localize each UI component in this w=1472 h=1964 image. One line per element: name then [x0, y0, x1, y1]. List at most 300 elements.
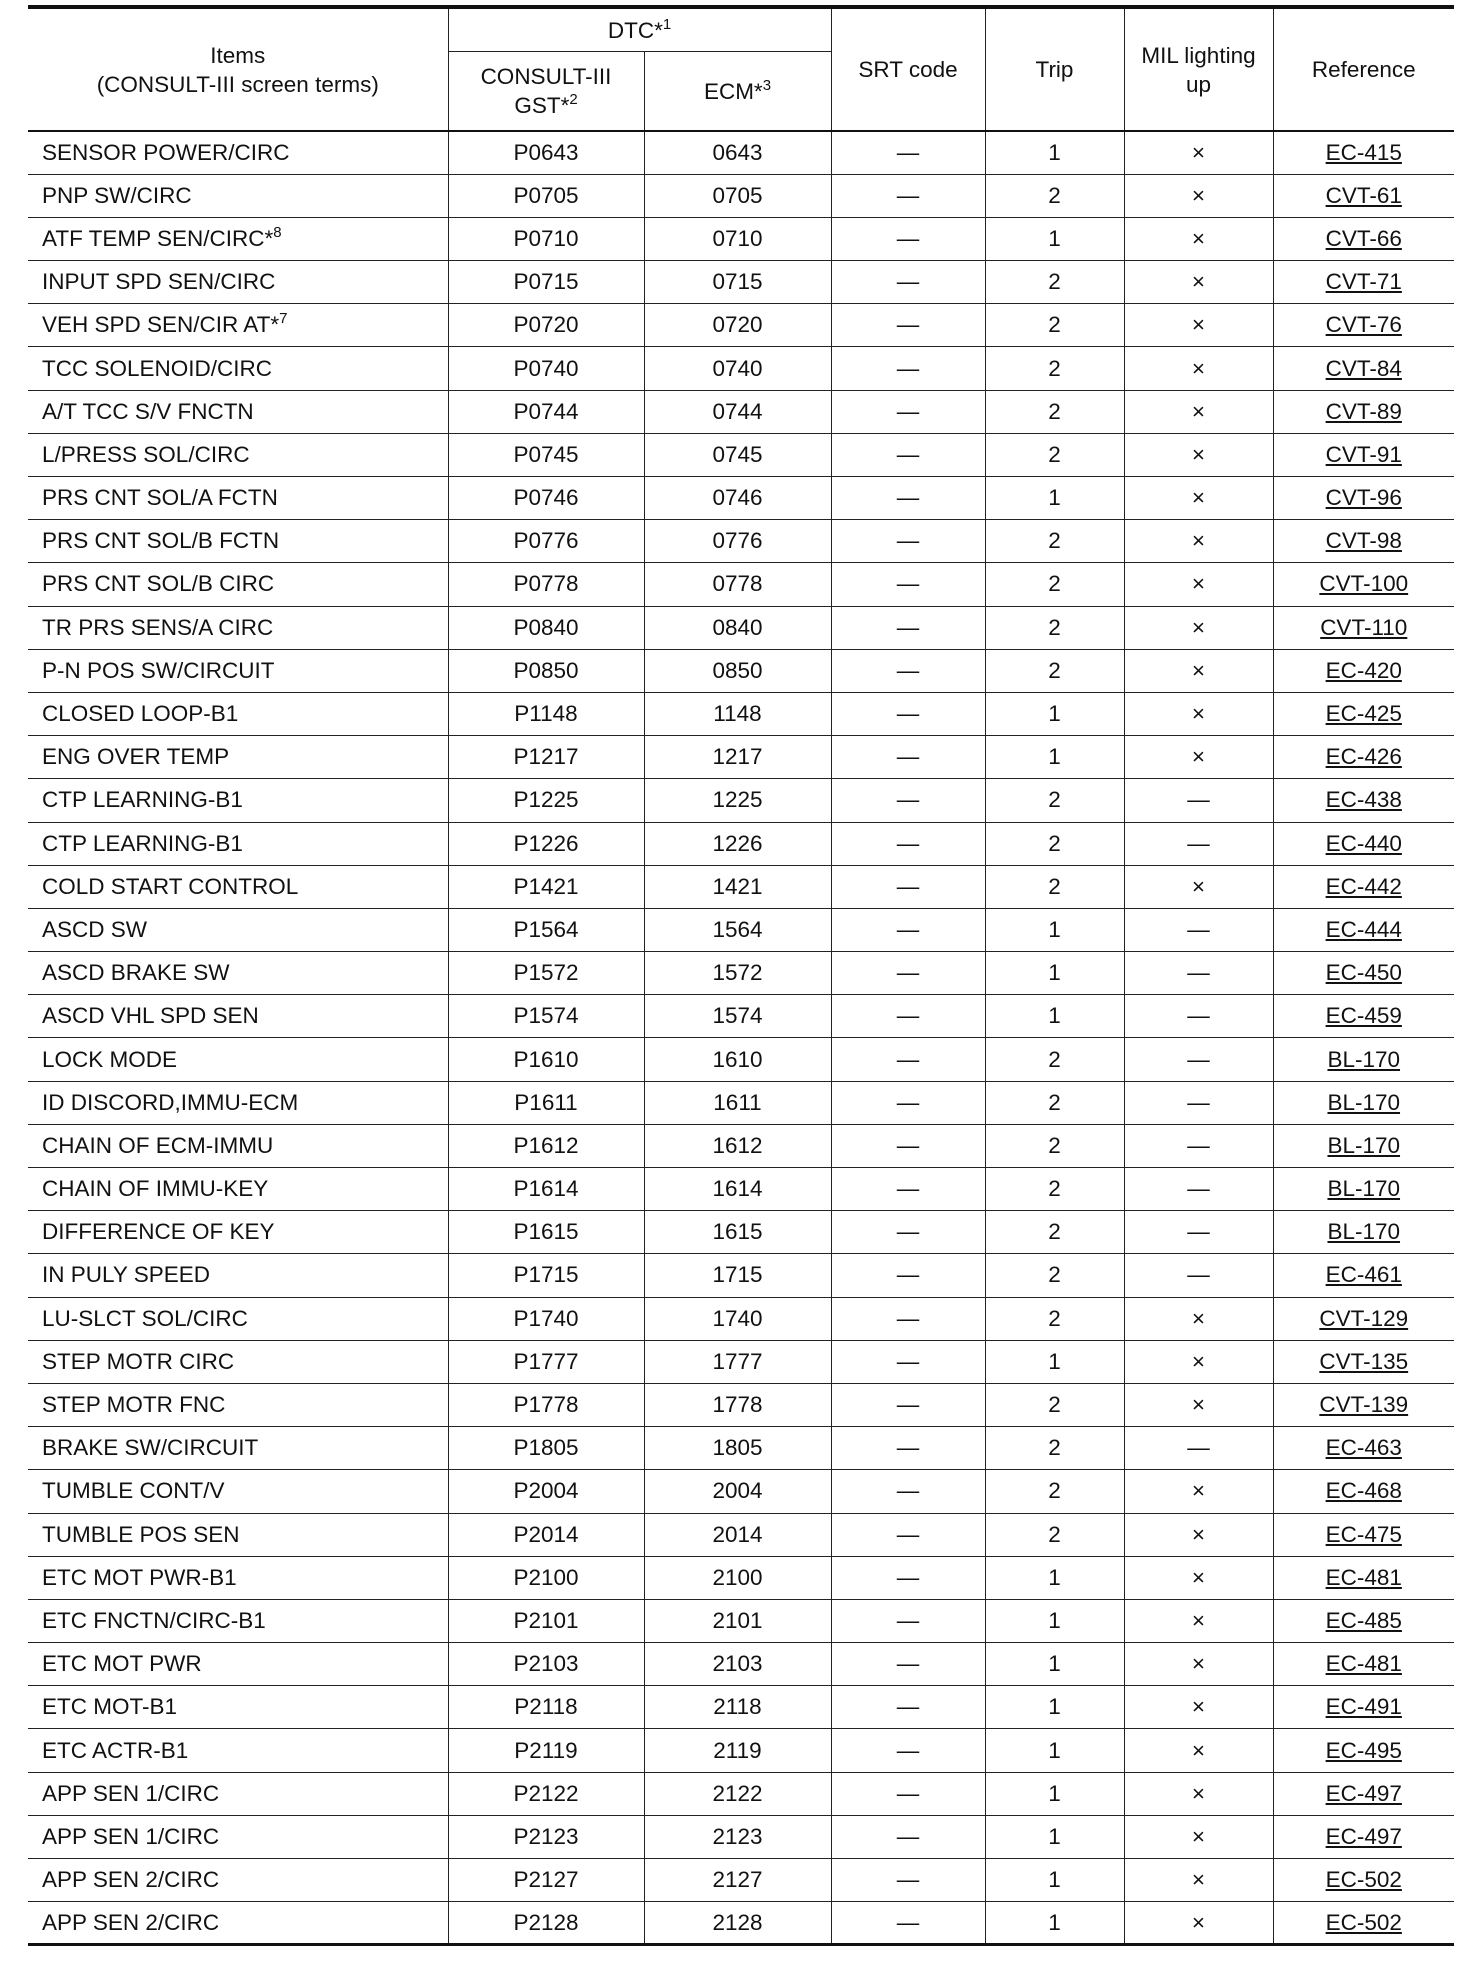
header-mil — [1124, 7, 1273, 131]
table-row — [28, 1081, 1454, 1124]
table-row — [28, 1383, 1454, 1426]
ecm-code-cell: 0710 — [644, 217, 831, 260]
ecm-code-cell: 0778 — [644, 563, 831, 606]
reference-link[interactable]: EC-415 — [1273, 131, 1454, 174]
item-label: PRS CNT SOL/A FCTN — [42, 485, 278, 511]
ecm-code-cell: 1777 — [644, 1340, 831, 1383]
consult-code-cell: P0720 — [448, 304, 644, 347]
srt-code-cell: — — [831, 1729, 985, 1772]
table-row — [28, 1815, 1454, 1858]
trip-cell: 1 — [985, 1340, 1124, 1383]
srt-code-cell: — — [831, 1427, 985, 1470]
ecm-code-cell: 1611 — [644, 1081, 831, 1124]
item-cell — [28, 1470, 448, 1513]
reference-link[interactable]: EC-468 — [1273, 1470, 1454, 1513]
header-reference: Reference — [1273, 7, 1454, 131]
ecm-code-cell: 2014 — [644, 1513, 831, 1556]
reference-link[interactable]: CVT-100 — [1273, 563, 1454, 606]
mil-cell: — — [1124, 1038, 1273, 1081]
ecm-code-cell: 0840 — [644, 606, 831, 649]
consult-code-cell: P0850 — [448, 649, 644, 692]
trip-cell: 2 — [985, 520, 1124, 563]
srt-code-cell: — — [831, 131, 985, 174]
table-row — [28, 908, 1454, 951]
ecm-code-cell: 1740 — [644, 1297, 831, 1340]
item-footnote: 7 — [279, 310, 288, 328]
item-cell — [28, 174, 448, 217]
mil-cell: — — [1124, 908, 1273, 951]
item-cell — [28, 1729, 448, 1772]
reference-link[interactable]: EC-444 — [1273, 908, 1454, 951]
ecm-code-cell: 2122 — [644, 1772, 831, 1815]
ecm-code-cell: 1564 — [644, 908, 831, 951]
item-cell — [28, 433, 448, 476]
reference-link[interactable]: EC-450 — [1273, 952, 1454, 995]
reference-link[interactable]: EC-497 — [1273, 1772, 1454, 1815]
item-cell — [28, 1038, 448, 1081]
table-row — [28, 1168, 1454, 1211]
consult-code-cell: P2101 — [448, 1599, 644, 1642]
srt-code-cell: — — [831, 606, 985, 649]
item-cell — [28, 131, 448, 174]
trip-cell: 2 — [985, 304, 1124, 347]
header-consult-line2: GST* — [514, 93, 570, 118]
table-row — [28, 692, 1454, 735]
table-row — [28, 1772, 1454, 1815]
item-cell — [28, 1513, 448, 1556]
mil-cell: × — [1124, 1383, 1273, 1426]
ecm-code-cell: 1217 — [644, 736, 831, 779]
ecm-code-cell: 2118 — [644, 1686, 831, 1729]
header-dtc — [448, 7, 831, 52]
trip-cell: 1 — [985, 908, 1124, 951]
ecm-code-cell: 2128 — [644, 1902, 831, 1945]
mil-cell: × — [1124, 131, 1273, 174]
item-label: APP SEN 2/CIRC — [42, 1909, 220, 1935]
trip-cell: 1 — [985, 477, 1124, 520]
item-cell — [28, 1297, 448, 1340]
srt-code-cell: — — [831, 304, 985, 347]
mil-cell: — — [1124, 822, 1273, 865]
mil-cell: × — [1124, 477, 1273, 520]
item-label: LOCK MODE — [42, 1046, 178, 1072]
item-cell — [28, 1383, 448, 1426]
reference-link[interactable]: BL-170 — [1273, 1124, 1454, 1167]
srt-code-cell: — — [831, 477, 985, 520]
ecm-code-cell: 1225 — [644, 779, 831, 822]
reference-link[interactable]: CVT-76 — [1273, 304, 1454, 347]
table-row — [28, 433, 1454, 476]
item-label: DIFFERENCE OF KEY — [42, 1219, 275, 1245]
srt-code-cell: — — [831, 1556, 985, 1599]
trip-cell: 2 — [985, 563, 1124, 606]
reference-link[interactable]: EC-438 — [1273, 779, 1454, 822]
consult-code-cell: P2004 — [448, 1470, 644, 1513]
reference-link[interactable]: EC-426 — [1273, 736, 1454, 779]
header-ecm-note: 3 — [762, 76, 772, 94]
trip-cell: 2 — [985, 1211, 1124, 1254]
mil-cell: × — [1124, 1556, 1273, 1599]
item-label: APP SEN 1/CIRC — [42, 1823, 220, 1849]
item-label: STEP MOTR FNC — [42, 1392, 226, 1418]
ecm-code-cell: 1421 — [644, 865, 831, 908]
item-label: CHAIN OF IMMU-KEY — [42, 1176, 269, 1202]
srt-code-cell: — — [831, 1643, 985, 1686]
header-trip: Trip — [985, 7, 1124, 131]
ecm-code-cell: 2123 — [644, 1815, 831, 1858]
trip-cell: 1 — [985, 736, 1124, 779]
header-srt-code: SRT code — [831, 7, 985, 131]
consult-code-cell: P0715 — [448, 261, 644, 304]
header-dtc-note: 1 — [662, 15, 672, 33]
trip-cell: 1 — [985, 952, 1124, 995]
ecm-code-cell: 1612 — [644, 1124, 831, 1167]
srt-code-cell: — — [831, 563, 985, 606]
ecm-code-cell: 0715 — [644, 261, 831, 304]
trip-cell: 2 — [985, 1470, 1124, 1513]
ecm-code-cell: 0740 — [644, 347, 831, 390]
item-label: PRS CNT SOL/B FCTN — [42, 528, 280, 554]
ecm-code-cell: 1226 — [644, 822, 831, 865]
item-cell — [28, 261, 448, 304]
table-row — [28, 1470, 1454, 1513]
trip-cell: 1 — [985, 1599, 1124, 1642]
ecm-code-cell: 0850 — [644, 649, 831, 692]
mil-cell: × — [1124, 390, 1273, 433]
mil-cell: × — [1124, 347, 1273, 390]
ecm-code-cell: 0720 — [644, 304, 831, 347]
consult-code-cell: P1225 — [448, 779, 644, 822]
trip-cell: 1 — [985, 1859, 1124, 1902]
consult-code-cell: P1740 — [448, 1297, 644, 1340]
mil-cell: — — [1124, 1124, 1273, 1167]
ecm-code-cell: 2004 — [644, 1470, 831, 1513]
reference-link[interactable]: EC-497 — [1273, 1815, 1454, 1858]
table-row — [28, 1859, 1454, 1902]
reference-link[interactable]: CVT-84 — [1273, 347, 1454, 390]
srt-code-cell: — — [831, 1168, 985, 1211]
item-label: SENSOR POWER/CIRC — [42, 139, 290, 165]
trip-cell: 2 — [985, 865, 1124, 908]
reference-link[interactable]: BL-170 — [1273, 1211, 1454, 1254]
table-row — [28, 304, 1454, 347]
table-row — [28, 261, 1454, 304]
mil-cell: — — [1124, 1254, 1273, 1297]
header-mil-line2: up — [1185, 71, 1212, 97]
srt-code-cell: — — [831, 1124, 985, 1167]
item-cell — [28, 1254, 448, 1297]
item-cell — [28, 217, 448, 260]
srt-code-cell: — — [831, 736, 985, 779]
ecm-code-cell: 0705 — [644, 174, 831, 217]
reference-link[interactable]: EC-481 — [1273, 1643, 1454, 1686]
trip-cell: 1 — [985, 1772, 1124, 1815]
trip-cell: 1 — [985, 131, 1124, 174]
item-label: ID DISCORD,IMMU-ECM — [42, 1089, 299, 1115]
ecm-code-cell: 2101 — [644, 1599, 831, 1642]
item-cell — [28, 1902, 448, 1945]
trip-cell: 2 — [985, 1081, 1124, 1124]
srt-code-cell: — — [831, 779, 985, 822]
trip-cell: 1 — [985, 1686, 1124, 1729]
item-label: ETC MOT PWR — [42, 1651, 202, 1677]
consult-code-cell: P2103 — [448, 1643, 644, 1686]
ecm-code-cell: 2127 — [644, 1859, 831, 1902]
trip-cell: 2 — [985, 1168, 1124, 1211]
header-items-line1: Items — [210, 42, 266, 68]
mil-cell: × — [1124, 1729, 1273, 1772]
ecm-code-cell: 1778 — [644, 1383, 831, 1426]
table-row — [28, 822, 1454, 865]
srt-code-cell: — — [831, 347, 985, 390]
reference-link[interactable]: EC-502 — [1273, 1902, 1454, 1945]
item-cell — [28, 822, 448, 865]
reference-link[interactable]: CVT-66 — [1273, 217, 1454, 260]
item-cell — [28, 1815, 448, 1858]
item-cell — [28, 736, 448, 779]
table-row — [28, 1599, 1454, 1642]
reference-link[interactable]: EC-420 — [1273, 649, 1454, 692]
ecm-code-cell: 1574 — [644, 995, 831, 1038]
reference-link[interactable]: EC-481 — [1273, 1556, 1454, 1599]
reference-link[interactable]: EC-502 — [1273, 1859, 1454, 1902]
reference-link[interactable]: CVT-91 — [1273, 433, 1454, 476]
mil-cell: × — [1124, 1513, 1273, 1556]
header-items — [28, 7, 448, 131]
item-cell — [28, 1124, 448, 1167]
trip-cell: 2 — [985, 1427, 1124, 1470]
reference-link[interactable]: CVT-89 — [1273, 390, 1454, 433]
item-label: L/PRESS SOL/CIRC — [42, 441, 250, 467]
mil-cell: — — [1124, 995, 1273, 1038]
srt-code-cell: — — [831, 1686, 985, 1729]
trip-cell: 1 — [985, 1729, 1124, 1772]
ecm-code-cell: 2103 — [644, 1643, 831, 1686]
trip-cell: 1 — [985, 217, 1124, 260]
reference-link[interactable]: EC-461 — [1273, 1254, 1454, 1297]
mil-cell: × — [1124, 1686, 1273, 1729]
consult-code-cell: P1217 — [448, 736, 644, 779]
reference-link[interactable]: BL-170 — [1273, 1081, 1454, 1124]
trip-cell: 2 — [985, 1297, 1124, 1340]
trip-cell: 2 — [985, 1124, 1124, 1167]
reference-link[interactable]: EC-440 — [1273, 822, 1454, 865]
consult-code-cell: P1610 — [448, 1038, 644, 1081]
ecm-code-cell: 0643 — [644, 131, 831, 174]
item-footnote: 8 — [273, 223, 282, 241]
table-row — [28, 1556, 1454, 1599]
trip-cell: 1 — [985, 1556, 1124, 1599]
item-label: ASCD SW — [42, 916, 148, 942]
table-row — [28, 1513, 1454, 1556]
mil-cell: × — [1124, 520, 1273, 563]
srt-code-cell: — — [831, 1815, 985, 1858]
item-label: ENG OVER TEMP — [42, 744, 230, 770]
item-cell — [28, 1599, 448, 1642]
srt-code-cell: — — [831, 1038, 985, 1081]
reference-link[interactable]: EC-475 — [1273, 1513, 1454, 1556]
ecm-code-cell: 1805 — [644, 1427, 831, 1470]
item-label: APP SEN 1/CIRC — [42, 1780, 220, 1806]
ecm-code-cell: 2100 — [644, 1556, 831, 1599]
consult-code-cell: P2127 — [448, 1859, 644, 1902]
item-label: ASCD VHL SPD SEN — [42, 1003, 259, 1029]
item-label: CTP LEARNING-B1 — [42, 830, 243, 856]
item-cell — [28, 1081, 448, 1124]
consult-code-cell: P0746 — [448, 477, 644, 520]
reference-link[interactable]: CVT-61 — [1273, 174, 1454, 217]
srt-code-cell: — — [831, 1470, 985, 1513]
mil-cell: — — [1124, 779, 1273, 822]
table-row — [28, 477, 1454, 520]
trip-cell: 2 — [985, 822, 1124, 865]
item-label: CHAIN OF ECM-IMMU — [42, 1132, 274, 1158]
consult-code-cell: P2123 — [448, 1815, 644, 1858]
table-row — [28, 995, 1454, 1038]
item-label: ATF TEMP SEN/CIRC* — [42, 225, 274, 251]
reference-link[interactable]: EC-442 — [1273, 865, 1454, 908]
ecm-code-cell: 0746 — [644, 477, 831, 520]
trip-cell: 1 — [985, 1643, 1124, 1686]
reference-link[interactable]: CVT-139 — [1273, 1383, 1454, 1426]
mil-cell: × — [1124, 865, 1273, 908]
mil-cell: — — [1124, 1168, 1273, 1211]
mil-cell: × — [1124, 217, 1273, 260]
trip-cell: 2 — [985, 1513, 1124, 1556]
table-row — [28, 1297, 1454, 1340]
consult-code-cell: P0643 — [448, 131, 644, 174]
consult-code-cell: P2119 — [448, 1729, 644, 1772]
reference-link[interactable]: CVT-135 — [1273, 1340, 1454, 1383]
consult-code-cell: P0744 — [448, 390, 644, 433]
mil-cell: × — [1124, 261, 1273, 304]
header-consult — [448, 52, 644, 132]
mil-cell: × — [1124, 1340, 1273, 1383]
table-row — [28, 174, 1454, 217]
reference-link[interactable]: CVT-96 — [1273, 477, 1454, 520]
dtc-index-table — [28, 5, 1454, 1946]
reference-link[interactable]: CVT-129 — [1273, 1297, 1454, 1340]
item-label: TUMBLE CONT/V — [42, 1478, 225, 1504]
srt-code-cell: — — [831, 822, 985, 865]
table-row — [28, 1038, 1454, 1081]
consult-code-cell: P0778 — [448, 563, 644, 606]
srt-code-cell: — — [831, 433, 985, 476]
table-row — [28, 390, 1454, 433]
consult-code-cell: P2118 — [448, 1686, 644, 1729]
table-row — [28, 1340, 1454, 1383]
table-row — [28, 520, 1454, 563]
table-header — [28, 7, 1454, 131]
reference-link[interactable]: EC-491 — [1273, 1686, 1454, 1729]
ecm-code-cell: 1715 — [644, 1254, 831, 1297]
srt-code-cell: — — [831, 1383, 985, 1426]
table-row — [28, 563, 1454, 606]
reference-link[interactable]: EC-495 — [1273, 1729, 1454, 1772]
header-ecm-label: ECM* — [703, 78, 763, 104]
table-row — [28, 1427, 1454, 1470]
item-label: TR PRS SENS/A CIRC — [42, 614, 274, 640]
srt-code-cell: — — [831, 952, 985, 995]
mil-cell: — — [1124, 1211, 1273, 1254]
consult-code-cell: P1226 — [448, 822, 644, 865]
trip-cell: 2 — [985, 390, 1124, 433]
trip-cell: 1 — [985, 1815, 1124, 1858]
consult-code-cell: P2128 — [448, 1902, 644, 1945]
item-label: TUMBLE POS SEN — [42, 1521, 240, 1547]
reference-link[interactable]: BL-170 — [1273, 1038, 1454, 1081]
consult-code-cell: P1614 — [448, 1168, 644, 1211]
trip-cell: 1 — [985, 1902, 1124, 1945]
item-cell — [28, 520, 448, 563]
consult-code-cell: P1564 — [448, 908, 644, 951]
consult-code-cell: P2122 — [448, 1772, 644, 1815]
reference-link[interactable]: CVT-98 — [1273, 520, 1454, 563]
item-label: COLD START CONTROL — [42, 873, 299, 899]
consult-code-cell: P1572 — [448, 952, 644, 995]
consult-code-cell: P1148 — [448, 692, 644, 735]
srt-code-cell: — — [831, 1513, 985, 1556]
trip-cell: 2 — [985, 174, 1124, 217]
item-cell — [28, 347, 448, 390]
trip-cell: 2 — [985, 1038, 1124, 1081]
reference-link[interactable]: BL-170 — [1273, 1168, 1454, 1211]
ecm-code-cell: 1610 — [644, 1038, 831, 1081]
item-cell — [28, 995, 448, 1038]
item-label: BRAKE SW/CIRCUIT — [42, 1435, 259, 1461]
table-row — [28, 865, 1454, 908]
srt-code-cell: — — [831, 865, 985, 908]
srt-code-cell: — — [831, 692, 985, 735]
table-row — [28, 649, 1454, 692]
reference-link[interactable]: EC-485 — [1273, 1599, 1454, 1642]
consult-code-cell: P1615 — [448, 1211, 644, 1254]
item-cell — [28, 692, 448, 735]
item-cell — [28, 1859, 448, 1902]
item-label: APP SEN 2/CIRC — [42, 1867, 220, 1893]
table-row — [28, 952, 1454, 995]
item-label: ETC ACTR-B1 — [42, 1737, 189, 1763]
consult-code-cell: P1805 — [448, 1427, 644, 1470]
item-label: IN PULY SPEED — [42, 1262, 210, 1288]
reference-link[interactable]: EC-463 — [1273, 1427, 1454, 1470]
srt-code-cell: — — [831, 217, 985, 260]
item-label: STEP MOTR CIRC — [42, 1348, 235, 1374]
consult-code-cell: P0776 — [448, 520, 644, 563]
consult-code-cell: P1421 — [448, 865, 644, 908]
consult-code-cell: P0710 — [448, 217, 644, 260]
reference-link[interactable]: CVT-71 — [1273, 261, 1454, 304]
item-cell — [28, 649, 448, 692]
item-cell — [28, 477, 448, 520]
srt-code-cell: — — [831, 1902, 985, 1945]
consult-code-cell: P0705 — [448, 174, 644, 217]
table-row — [28, 131, 1454, 174]
consult-code-cell: P1715 — [448, 1254, 644, 1297]
table-row — [28, 779, 1454, 822]
consult-code-cell: P1778 — [448, 1383, 644, 1426]
srt-code-cell: — — [831, 1599, 985, 1642]
srt-code-cell: — — [831, 1254, 985, 1297]
reference-link[interactable]: EC-459 — [1273, 995, 1454, 1038]
reference-link[interactable]: CVT-110 — [1273, 606, 1454, 649]
reference-link[interactable]: EC-425 — [1273, 692, 1454, 735]
consult-code-cell: P2014 — [448, 1513, 644, 1556]
item-cell — [28, 908, 448, 951]
item-label: ETC MOT PWR-B1 — [42, 1564, 237, 1590]
srt-code-cell: — — [831, 174, 985, 217]
consult-code-cell: P1612 — [448, 1124, 644, 1167]
